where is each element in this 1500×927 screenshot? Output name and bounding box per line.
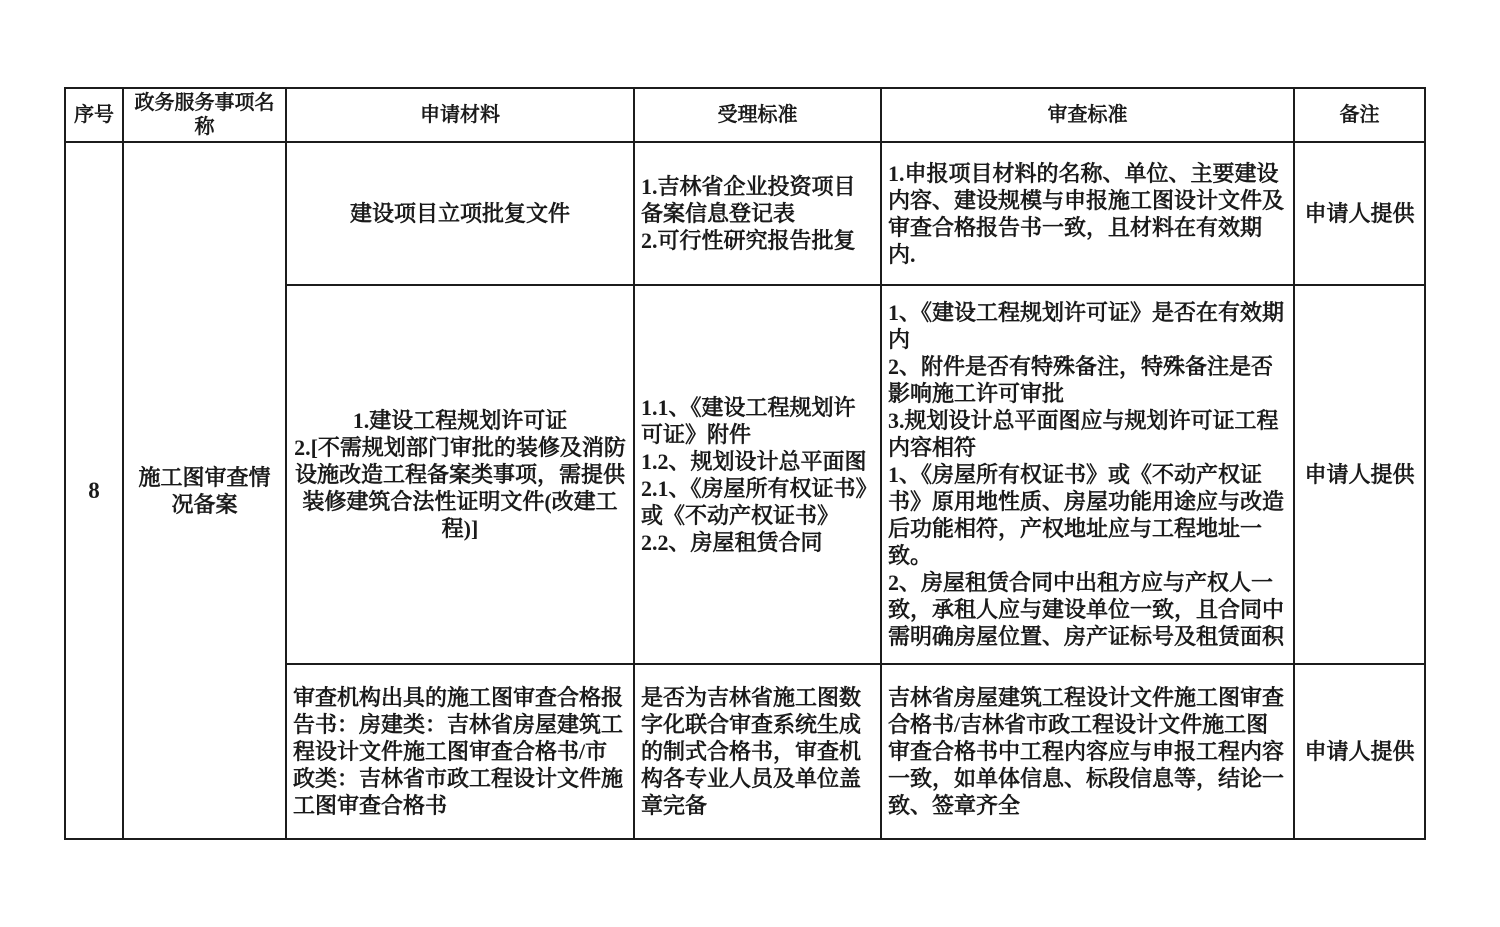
review-item: 2、房屋租赁合同中出租方应与产权人一致，承租人应与建设单位一致，且合同中需明确房屋位置、房产证标号及租赁面积: [888, 570, 1285, 649]
cell-acceptance-1: [634, 142, 881, 285]
cell-materials-2: [286, 285, 634, 664]
review-item: 1、《房屋所有权证书》或《不动产权证书》原用地性质、房屋功能用途应与改造后功能相符，产权地址应与工程地址一致。: [888, 462, 1285, 568]
cell-service-name: 施工图审查情况备案: [123, 142, 286, 839]
header-remark: 备注: [1294, 88, 1425, 142]
review-item: 3.规划设计总平面图应与规划许可证工程内容相符: [888, 408, 1279, 460]
materials-item: 2.[不需规划部门审批的装修及消防设施改造工程备案类事项，需提供装修建筑合法性证明文件(改建工程)]: [294, 435, 626, 541]
acceptance-item: 1.2、规划设计总平面图: [641, 448, 867, 474]
header-acceptance: 受理标准: [634, 88, 881, 142]
materials-item: 建设项目立项批复文件: [349, 201, 570, 226]
cell-review-1: [881, 142, 1294, 285]
review-clip-block: [888, 299, 1287, 650]
cell-review-2: [881, 285, 1294, 664]
review-item: 吉林省房屋建筑工程设计文件施工图审查合格书/吉林省市政工程设计文件施工图审查合格书中工程内容应与申报工程内容一致，如单体信息、标段信息等，结论一致、签章齐全: [888, 685, 1285, 818]
cell-review-3: [881, 664, 1294, 839]
header-review: 审查标准: [881, 88, 1294, 142]
header-serial: 序号: [65, 88, 123, 142]
table-row-1: [65, 142, 1425, 285]
cell-materials-1: [286, 142, 634, 285]
review-item: 1、《建设工程规划许可证》是否在有效期内: [888, 300, 1285, 352]
cell-acceptance-3: [634, 664, 881, 839]
acceptance-item: 1.1、《建设工程规划许可证》附件: [641, 394, 856, 447]
acceptance-item: 1.吉林省企业投资项目备案信息登记表: [641, 174, 856, 226]
header-service-name: 政务服务事项名称: [123, 88, 286, 142]
cell-serial-number: 8: [65, 142, 123, 839]
materials-item: 审查机构出具的施工图审查合格报告书：房建类：吉林省房屋建筑工程设计文件施工图审查合格书/市政类：吉林省市政工程设计文件施工图审查合格书: [293, 685, 624, 818]
acceptance-item: 2.2、房屋租赁合同: [641, 529, 823, 555]
cell-remark-1: 申请人提供: [1294, 142, 1425, 285]
acceptance-item: 2.1、《房屋所有权证书》或《不动产权证书》: [641, 475, 867, 528]
header-materials: 申请材料: [286, 88, 634, 142]
service-matrix-table: [64, 87, 1426, 840]
cell-acceptance-2: [634, 285, 881, 664]
review-item: 2、附件是否有特殊备注，特殊备注是否影响施工许可审批: [888, 354, 1274, 406]
cell-remark-3: 申请人提供: [1294, 664, 1425, 839]
acceptance-item: 是否为吉林省施工图数字化联合审查系统生成的制式合格书，审查机构各专业人员及单位盖章完备: [641, 685, 862, 818]
cell-remark-2: 申请人提供: [1294, 285, 1425, 664]
document-sheet: [64, 87, 1424, 836]
materials-item: 1.建设工程规划许可证: [352, 408, 568, 433]
acceptance-item: 2.可行性研究报告批复: [641, 228, 856, 253]
review-item: 1.申报项目材料的名称、单位、主要建设内容、建设规模与申报施工图设计文件及审查合格报告书一致，且材料在有效期内.: [888, 160, 1285, 267]
cell-materials-3: [286, 664, 634, 839]
header-row: [65, 88, 1425, 142]
